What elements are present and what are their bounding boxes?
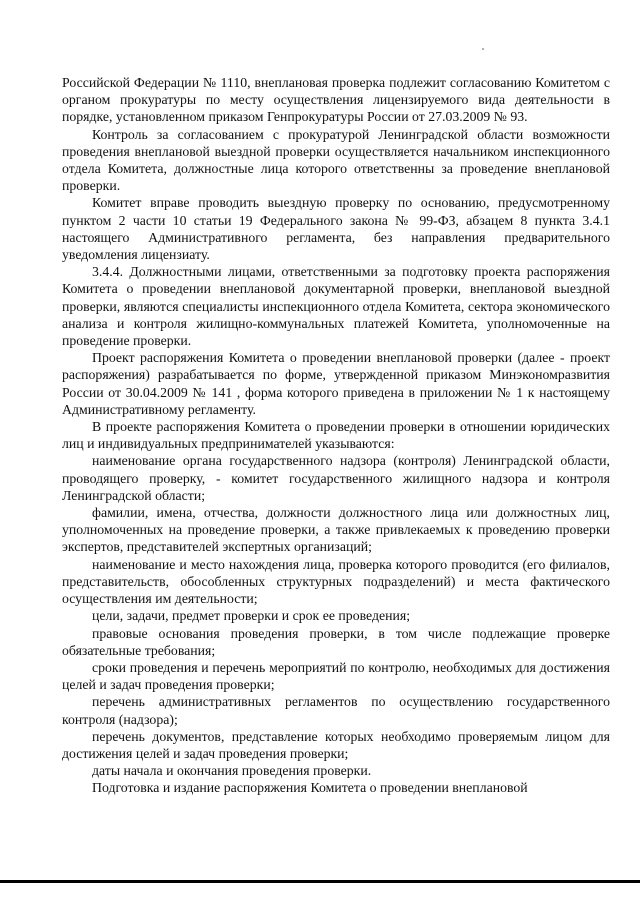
list-item-legal-grounds: правовые основания проведения проверки, в том числе подлежащие проверке обязательные требования; (62, 625, 610, 658)
paragraph-preparation: Подготовка и издание распоряжения Комитета о проведении внеплановой (92, 780, 528, 796)
list-item-regulations: перечень административных регламентов по осуществлению государственного контроля (надзора); (62, 694, 610, 727)
list-item-terms-measures: сроки проведения и перечень мероприятий по контролю, необходимых для достижения целей и задач проведения проверки; (62, 659, 610, 693)
paragraph-prosecutor-control: Контроль за согласованием с прокуратурой Ленинградской области возможности проведения внеплановой выездной проверки осуществляется начальником инспекционного отдела Комитета, должностные лица которого ответственны за проведение внеплановой проверки. (62, 126, 610, 194)
list-item-goals: цели, задачи, предмет проверки и срок ее проведения; (92, 608, 411, 624)
list-item-documents: перечень документов, представление которых необходимо проверяемым лицом для достижения целей и задач проведения проверки; (62, 728, 610, 761)
paragraph-draft-contents-intro: В проекте распоряжения Комитета о проведении проверки в отношении юридических лиц и индивидуальных предпринимателей указываются: (62, 419, 610, 452)
scan-speck (482, 48, 484, 50)
paragraph-3-4-4: 3.4.4. Должностными лицами, ответственными за подготовку проекта распоряжения Комитета о проведении внеплановой документарной проверки, внеплановой выездной проверки, являются специалисты инспекционного отдела Комитета, сектора экономического анализа и контроля жилищно-коммунальных платежей Комитета, уполномоченные на проведение проверки. (62, 264, 610, 349)
list-item-authority-name: наименование органа государственного надзора (контроля) Ленинградской области, проводящего проверку, - комитет государственного жилищного надзора и контроля Ленинградской области; (62, 453, 610, 503)
paragraph-onsite-inspection-right: Комитет вправе проводить выездную проверку по основанию, предусмотренному пунктом 2 части 10 статьи 19 Федерального закона № 99-ФЗ, абзацем 8 пункта 3.4.1 настоящего Административного регламента, без направления предварительного уведомления лицензиату. (62, 195, 610, 263)
paragraph-draft-order: Проект распоряжения Комитета о проведении внеплановой проверки (далее - проект распоряжения) разрабатывается по форме, утвержденной приказом Минэкономразвития России от 30.04.2009 № 141 , форма которого приведена в приложении № 1 к настоящему Административному регламенту. (62, 350, 610, 417)
list-item-officials: фамилии, имена, отчества, должности должностного лица или должностных лиц, уполномоченных на проведение проверки, а также привлекаемых к проведению проверки экспертов, представителей экспертных организаций; (62, 505, 610, 555)
page-bottom-rule (0, 880, 640, 883)
list-item-entity-location: наименование и место нахождения лица, проверка которого проводится (его филиалов, представительств, обособленных структурных подразделений) и места фактического осуществления им деятельности; (62, 556, 610, 607)
paragraph-continuation: Российской Федерации № 1110, внеплановая проверка подлежит согласованию Комитетом с органом прокуратуры по месту осуществления лицензируемого вида деятельности в порядке, установленном приказом Генпрокуратуры России от 27.03.2009 № 93. (62, 75, 610, 125)
list-item-dates: даты начала и окончания проведения проверки. (92, 763, 372, 779)
document-body (62, 74, 610, 797)
